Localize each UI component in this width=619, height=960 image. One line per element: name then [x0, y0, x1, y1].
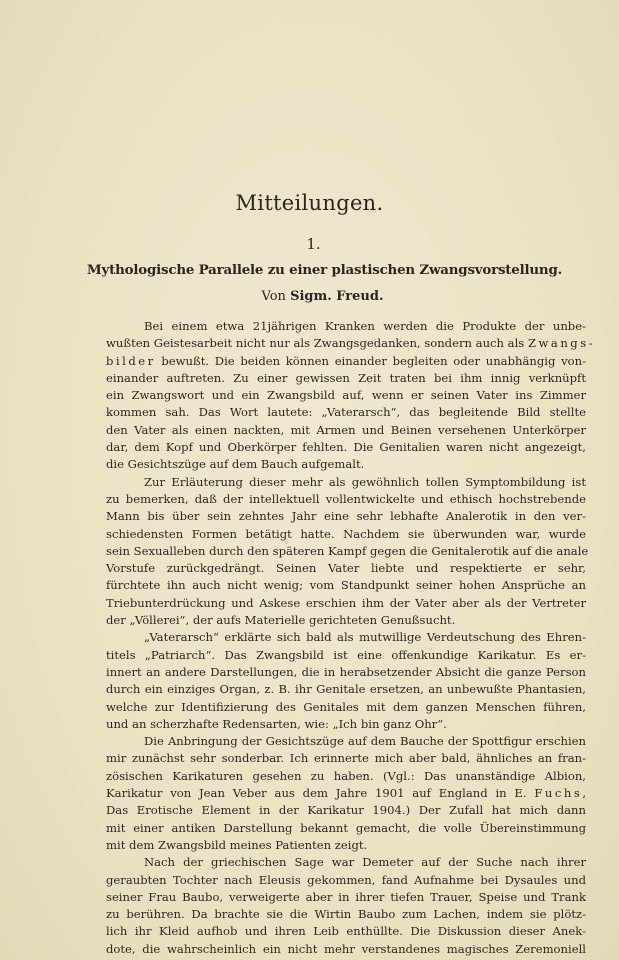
text-line: Das Erotische Element in der Karikatur 1904.) Der Zufall hat mich dann [106, 803, 586, 818]
text-line: einander auftreten. Zu einer gewissen Zeit traten bei ihm innig verknüpft [106, 370, 586, 385]
article-number: 1. [306, 235, 321, 253]
text-line: bilder bewußt. Die beiden können einander begleiten oder unabhängig von- [106, 353, 586, 368]
text-line: innert an andere Darstellungen, die in herabsetzender Absicht die ganze Person [106, 664, 586, 679]
article-body [106, 318, 596, 958]
text-line: geraubten Tochter nach Eleusis gekommen, fand Aufnahme bei Dysaules und [106, 872, 586, 887]
text-line: zu berühren. Da brachte sie die Wirtin Baubo zum Lachen, indem sie plötz- [106, 907, 586, 922]
text-line: mit einer antiken Darstellung bekannt gemacht, die volle Übereinstimmung [106, 820, 586, 835]
section-title: Mitteilungen. [235, 191, 384, 215]
text-line: dar, dem Kopf und Oberkörper fehlten. Die Genitalien waren nicht angezeigt, [106, 440, 586, 455]
author-name: Sigm. Freud. [290, 289, 384, 304]
byline [0, 289, 619, 304]
text-line: Vorstufe zurückgedrängt. Seinen Vater liebte und respektierte er sehr, [106, 561, 586, 576]
text-line: den Vater als einen nackten, mit Armen und Beinen versehenen Unterkörper [106, 422, 586, 437]
text-line: „Vaterarsch“ erklärte sich bald als mutwillige Verdeutschung des Ehren- [144, 630, 586, 645]
article-title: Mythologische Parallele zu einer plastischen Zwangsvorstellung. [86, 262, 563, 278]
text-line: und an scherzhafte Redensarten, wie: „Ich bin ganz Ohr“. [106, 716, 447, 731]
byline-prefix: Von [261, 289, 286, 304]
text-line: mit dem Zwangsbild meines Patienten zeigt. [106, 837, 368, 852]
text-line: Die Anbringung der Gesichtszüge auf dem Bauche der Spottfigur erschien [144, 734, 586, 749]
text-line: Zur Erläuterung dieser mehr als gewöhnlich tollen Symptombildung ist [144, 474, 586, 489]
text-line: mir zunächst sehr sonderbar. Ich erinnerte mich aber bald, ähnliches an fran- [106, 751, 586, 766]
text-line: ein Zwangswort und ein Zwangsbild auf, wenn er seinen Vater ins Zimmer [106, 388, 586, 403]
text-line: seiner Frau Baubo, verweigerte aber in ihrer tiefen Trauer, Speise und Trank [106, 889, 586, 904]
text-line: Bei einem etwa 21jährigen Kranken werden die Produkte der unbe- [144, 319, 586, 333]
text-line: der „Völlerei“, der aufs Materielle gerichteten Genußsucht. [106, 613, 456, 628]
text-line: kommen sah. Das Wort lautete: „Vaterarsch“, das begleitende Bild stellte [106, 405, 586, 420]
text-line: dote, die wahrscheinlich ein nicht mehr verstandenes magisches Zeremoniell [106, 941, 586, 956]
text-line: schiedensten Formen betätigt hatte. Nachdem sie überwunden war, wurde [106, 526, 586, 541]
text-line: durch ein einziges Organ, z. B. ihr Genitale ersetzen, an unbewußte Phantasien, [106, 682, 586, 697]
text-line: fürchtete ihn auch nicht wenig; vom Standpunkt seiner hohen Ansprüche an [106, 578, 586, 593]
text-line: zösischen Karikaturen gesehen zu haben. (Vgl.: Das unanständige Albion, [106, 768, 586, 783]
text-line: Mann bis über sein zehntes Jahr eine sehr lebhafte Analerotik in den ver- [106, 509, 586, 524]
text-line: Nach der griechischen Sage war Demeter auf der Suche nach ihrer [144, 855, 586, 870]
text-line: titels „Patriarch“. Das Zwangsbild ist eine offenkundige Karikatur. Es er- [106, 647, 586, 662]
text-line: die Gesichtszüge auf dem Bauch aufgemalt. [106, 457, 365, 472]
text-line: Karikatur von Jean Veber aus dem Jahre 1901 auf England in E. Fuchs, [106, 786, 586, 801]
text-line: lich ihr Kleid aufhob und ihren Leib enthüllte. Die Diskussion dieser Anek- [106, 924, 586, 939]
text-line: zu bemerken, daß der intellektuell vollentwickelte und ethisch hochstrebende [106, 491, 586, 506]
text-line: welche zur Identifizierung des Genitales mit dem ganzen Menschen führen, [106, 699, 586, 714]
text-line: sein Sexualleben durch den späteren Kampf gegen die Genitalerotik auf die anale [106, 543, 589, 558]
text-line: wußten Geistesarbeit nicht nur als Zwangsgedanken, sondern auch als Zwangs- [106, 336, 596, 351]
text-line: Triebunterdrückung und Askese erschien ihm der Vater aber als der Vertreter [106, 595, 586, 610]
